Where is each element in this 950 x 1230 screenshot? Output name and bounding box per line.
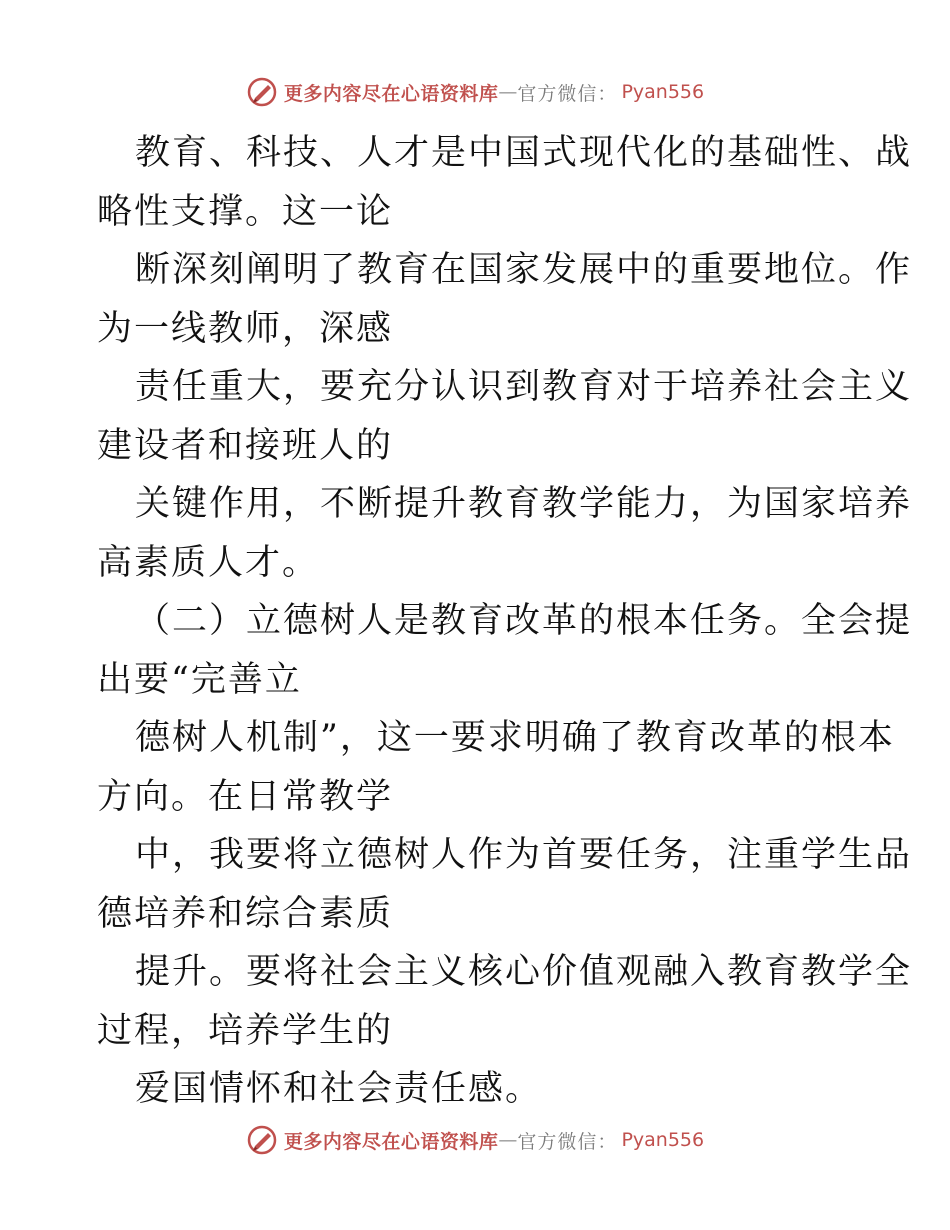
paragraph-line: 出要“完善立 bbox=[97, 659, 302, 700]
banner-wechat-id: Pyan556 bbox=[621, 81, 705, 103]
footer-banner bbox=[0, 1120, 950, 1160]
paragraph-line: 断深刻阐明了教育在国家发展中的重要地位。作 bbox=[135, 250, 913, 290]
banner-separator: — bbox=[498, 81, 518, 103]
paragraph-line: 教育、科技、人才是中国式现代化的基础性、战 bbox=[135, 133, 913, 173]
paragraph-line: 提升。要将社会主义核心价值观融入教育教学全 bbox=[135, 952, 913, 992]
paragraph bbox=[97, 358, 913, 475]
paragraph-line: 德树人机制”，这一要求明确了教育改革的根本 bbox=[135, 718, 895, 758]
paragraph-line: 德培养和综合素质 bbox=[97, 893, 394, 934]
paragraph bbox=[97, 475, 913, 592]
paragraph-line: 过程，培养学生的 bbox=[97, 1010, 394, 1051]
paragraph-line: 高素质人才。 bbox=[97, 542, 320, 583]
brand-logo-icon bbox=[246, 76, 278, 108]
banner-sub-text: 官方微信： bbox=[517, 82, 618, 105]
banner-wechat-id: Pyan556 bbox=[621, 1129, 705, 1151]
paragraph bbox=[97, 826, 913, 943]
paragraph bbox=[97, 124, 913, 241]
paragraph bbox=[97, 1060, 857, 1119]
document-body bbox=[97, 124, 913, 1119]
banner-main-text: 更多内容尽在心语资料库 bbox=[283, 82, 499, 105]
paragraph-line: （二）立德树人是教育改革的根本任务。全会提 bbox=[135, 601, 913, 641]
paragraph-line: 中，我要将立德树人作为首要任务，注重学生品 bbox=[135, 835, 913, 875]
paragraph-line: 为一线教师，深感 bbox=[97, 308, 394, 349]
paragraph bbox=[97, 943, 913, 1060]
paragraph-line: 建设者和接班人的 bbox=[97, 425, 394, 466]
paragraph bbox=[97, 241, 913, 358]
brand-logo-icon bbox=[246, 1124, 278, 1156]
paragraph-line: 略性支撑。这一论 bbox=[97, 191, 394, 232]
paragraph bbox=[97, 709, 895, 826]
banner-separator: — bbox=[498, 1129, 518, 1151]
paragraph-line: 关键作用，不断提升教育教学能力，为国家培养 bbox=[135, 484, 913, 524]
paragraph-line: 爱国情怀和社会责任感。 bbox=[135, 1069, 543, 1109]
paragraph-line: 方向。在日常教学 bbox=[97, 776, 394, 817]
banner-main-text: 更多内容尽在心语资料库 bbox=[283, 1130, 499, 1153]
header-banner bbox=[0, 72, 950, 112]
paragraph-line: 责任重大，要充分认识到教育对于培养社会主义 bbox=[135, 367, 913, 407]
paragraph bbox=[97, 592, 913, 709]
banner-sub-text: 官方微信： bbox=[517, 1130, 618, 1153]
